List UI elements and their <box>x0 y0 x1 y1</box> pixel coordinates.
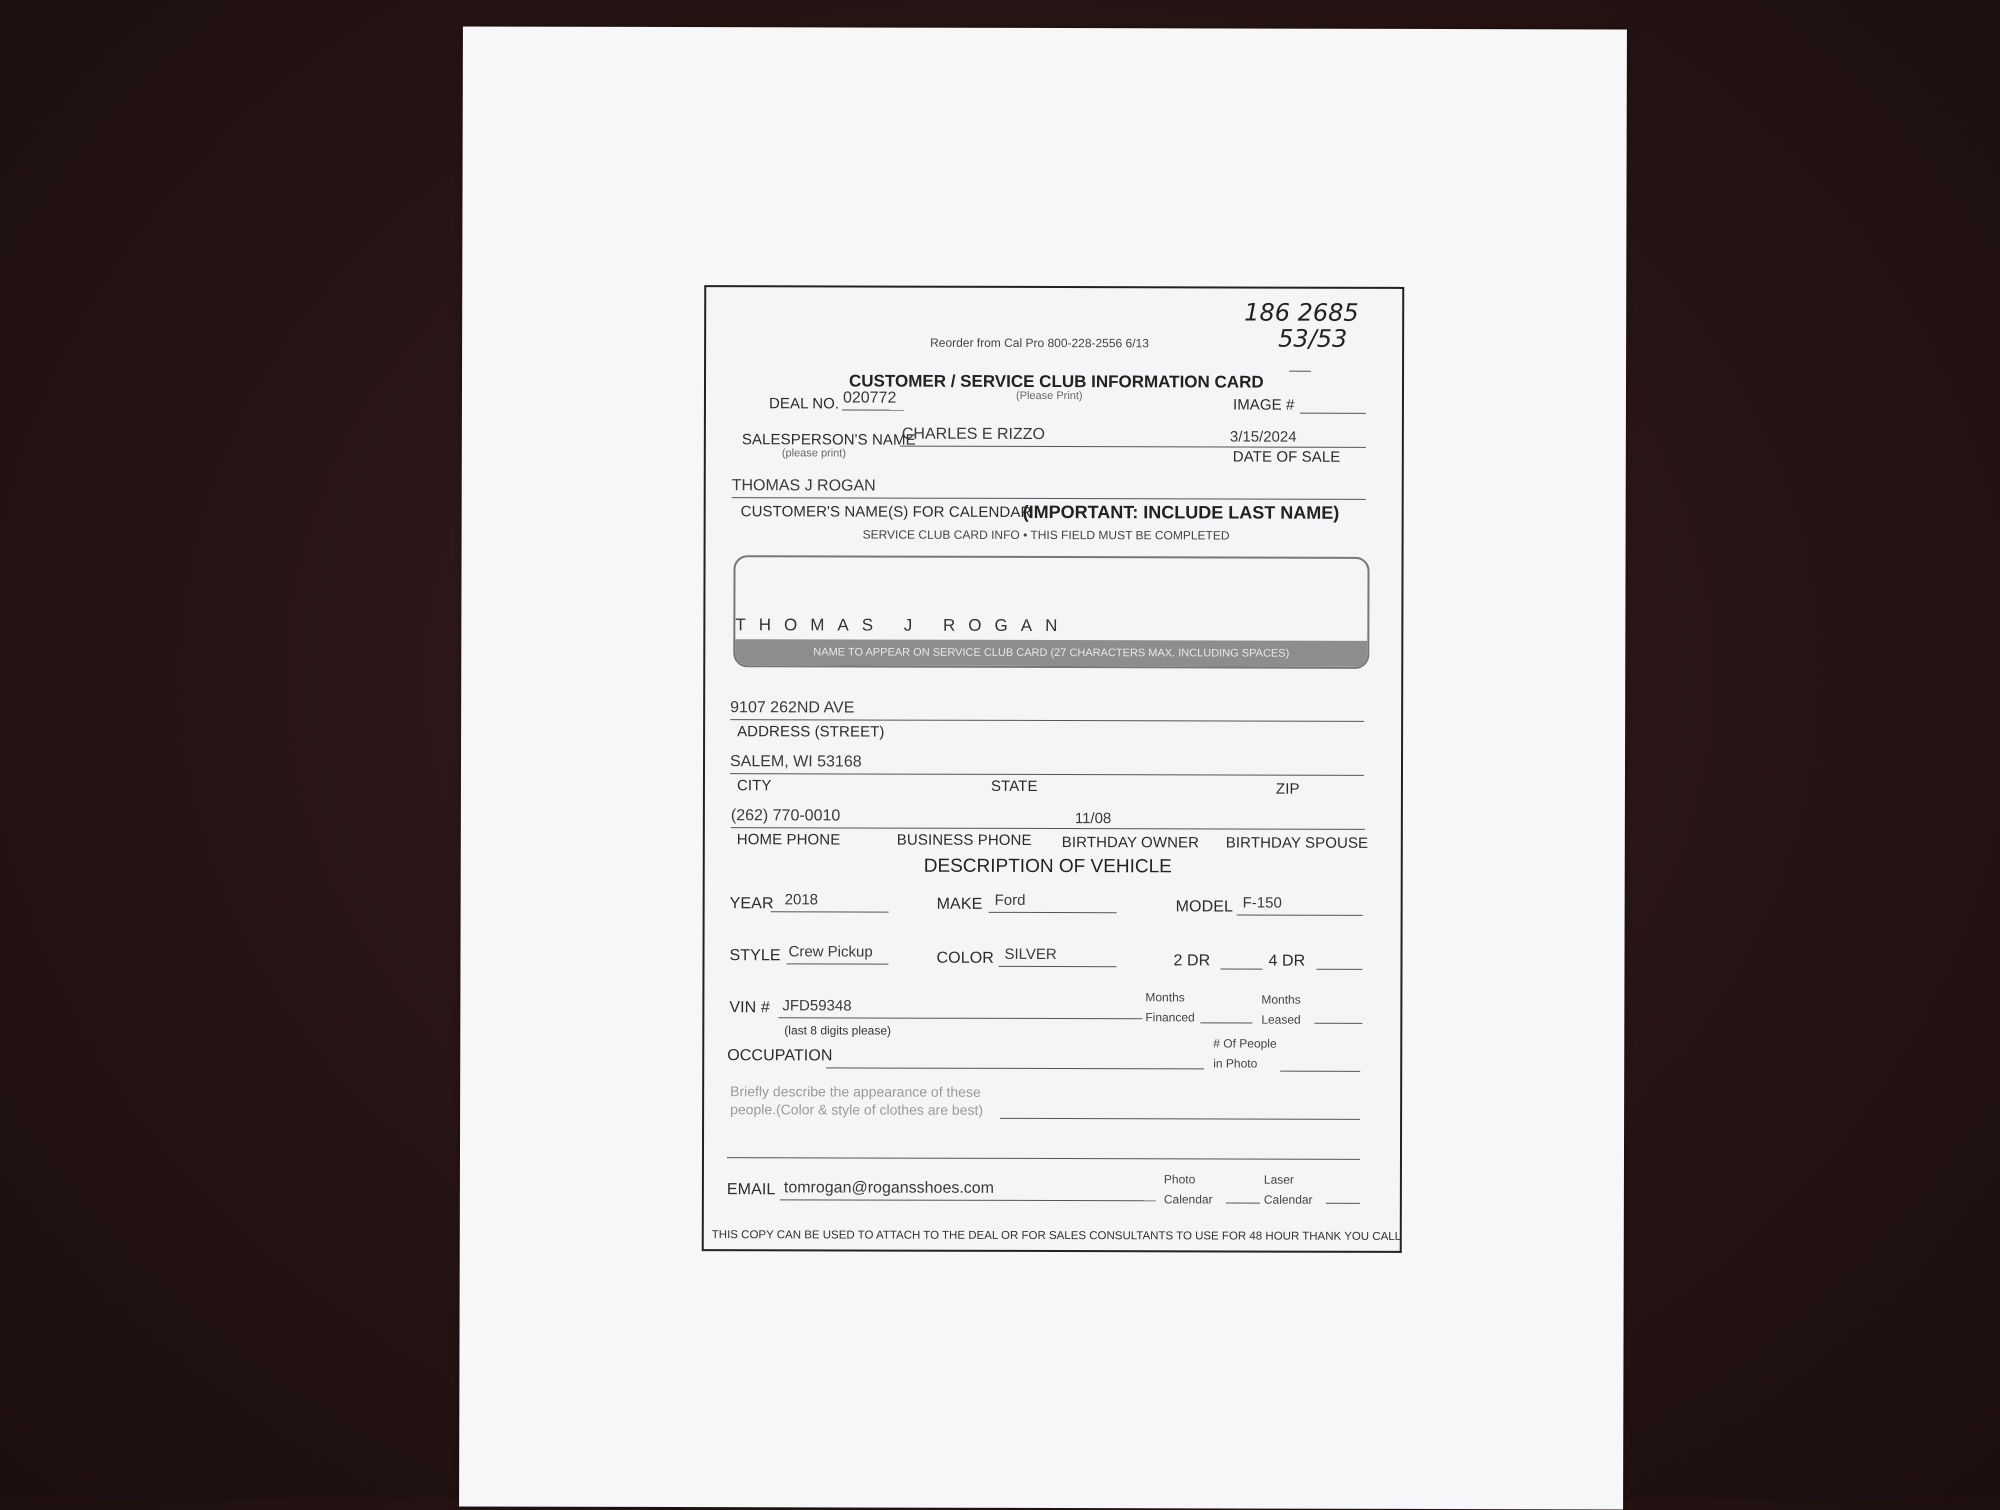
leased-line <box>1314 1023 1362 1024</box>
laser-calendar-bottom: Calendar <box>1263 1192 1313 1207</box>
city-line <box>730 773 1364 776</box>
sale-date-label: DATE OF SALE <box>1232 448 1341 466</box>
year-value[interactable]: 2018 <box>784 891 819 909</box>
address-line <box>730 719 1364 722</box>
email-line <box>780 1199 1156 1201</box>
email-label: EMAIL <box>726 1181 776 1199</box>
months-financed-bottom: Financed <box>1145 1010 1195 1025</box>
paper-sheet <box>459 26 1627 1509</box>
photo-calendar-line <box>1226 1202 1260 1203</box>
state-label: STATE <box>990 777 1038 795</box>
please-print-note: (Please Print) <box>1015 389 1083 403</box>
model-value[interactable]: F-150 <box>1242 894 1282 912</box>
business-phone-label: BUSINESS PHONE <box>896 831 1032 849</box>
occupation-line <box>826 1067 1204 1069</box>
year-label: YEAR <box>729 895 774 913</box>
color-line <box>998 966 1116 967</box>
address-value[interactable]: 9107 262ND AVE <box>730 699 855 717</box>
make-value[interactable]: Ford <box>994 891 1026 909</box>
make-label: MAKE <box>936 895 983 913</box>
style-line <box>786 963 888 964</box>
describe-line-2: people.(Color & style of clothes are best) <box>730 1101 984 1118</box>
describe-line-a <box>1000 1118 1360 1120</box>
style-label: STYLE <box>729 947 781 965</box>
two-door-label: 2 DR <box>1173 952 1211 970</box>
salesperson-line <box>900 446 1366 448</box>
important-note: (IMPORTANT: INCLUDE LAST NAME) <box>1022 501 1340 523</box>
city-value[interactable]: SALEM, WI 53168 <box>729 753 862 771</box>
city-label: CITY <box>736 777 772 795</box>
financed-line <box>1200 1022 1252 1023</box>
salesperson-label: SALESPERSON'S NAME <box>741 431 916 449</box>
customer-name-value[interactable]: THOMAS J ROGAN <box>731 477 876 495</box>
months-financed-top: Months <box>1145 990 1185 1005</box>
salesperson-value[interactable]: CHARLES E RIZZO <box>901 425 1046 444</box>
home-phone-label: HOME PHONE <box>736 831 841 849</box>
four-door-label: 4 DR <box>1268 952 1306 970</box>
handwritten-dash <box>1289 371 1311 372</box>
make-line <box>989 912 1117 913</box>
service-club-name[interactable]: THOMAS J ROGAN <box>735 615 1071 636</box>
laser-calendar-line <box>1326 1203 1360 1204</box>
service-club-header: SERVICE CLUB CARD INFO • THIS FIELD MUST BE COMPLETED <box>862 527 1230 543</box>
color-value[interactable]: SILVER <box>1004 945 1057 964</box>
vin-value[interactable]: JFD59348 <box>782 997 852 1015</box>
describe-line-b <box>727 1157 1360 1160</box>
card-footer: THIS COPY CAN BE USED TO ATTACH TO THE DEAL OR FOR SALES CONSULTANTS TO USE FOR 48 HOUR THANK YOU CALL <box>711 1229 1402 1243</box>
describe-line-1: Briefly describe the appearance of these <box>730 1083 981 1100</box>
salesperson-sublabel: (please print) <box>781 447 847 460</box>
vin-line <box>778 1017 1142 1019</box>
service-club-box <box>733 555 1369 669</box>
image-number-label: IMAGE # <box>1232 396 1295 414</box>
email-value[interactable]: tomrogan@rogansshoes.com <box>783 1179 995 1197</box>
occupation-label: OCCUPATION <box>727 1047 833 1065</box>
months-leased-top: Months <box>1261 992 1301 1007</box>
laser-calendar-top: Laser <box>1263 1172 1294 1187</box>
zip-label: ZIP <box>1275 780 1300 798</box>
deal-no-line <box>842 409 904 410</box>
customer-name-line <box>732 497 1366 500</box>
deal-no-value[interactable]: 020772 <box>842 389 897 407</box>
phones-line <box>731 827 1365 830</box>
image-number-line <box>1300 413 1366 414</box>
photo-calendar-top: Photo <box>1163 1172 1196 1187</box>
two-door-line <box>1220 968 1262 969</box>
card-title: CUSTOMER / SERVICE CLUB INFORMATION CARD <box>848 371 1264 392</box>
birthday-owner-value[interactable]: 11/08 <box>1074 810 1112 828</box>
service-club-footer: NAME TO APPEAR ON SERVICE CLUB CARD (27 CHARACTERS MAX. INCLUDING SPACES) <box>735 639 1367 667</box>
people-in-photo-bottom: in Photo <box>1213 1056 1258 1071</box>
year-line <box>771 911 889 912</box>
handwritten-note-top: 186 2685 <box>1244 298 1359 327</box>
customer-name-label: CUSTOMER'S NAME(S) FOR CALENDAR <box>740 503 1032 521</box>
photo-calendar-bottom: Calendar <box>1163 1192 1213 1207</box>
months-leased-bottom: Leased <box>1261 1012 1301 1027</box>
deal-no-label: DEAL NO. <box>768 395 840 413</box>
vin-note: (last 8 digits please) <box>784 1023 892 1038</box>
birthday-owner-label: BIRTHDAY OWNER <box>1061 834 1200 852</box>
sale-date-value[interactable]: 3/15/2024 <box>1229 428 1297 446</box>
color-label: COLOR <box>936 949 994 967</box>
people-in-photo-top: # Of People <box>1213 1036 1277 1051</box>
vehicle-section-title: DESCRIPTION OF VEHICLE <box>923 855 1172 878</box>
model-line <box>1237 915 1363 916</box>
style-value[interactable]: Crew Pickup <box>788 943 873 961</box>
vin-label: VIN # <box>729 999 770 1017</box>
handwritten-note-bottom: 53/53 <box>1278 324 1348 353</box>
four-door-line <box>1316 969 1362 970</box>
address-label: ADDRESS (STREET) <box>737 723 885 741</box>
information-card <box>702 285 1405 1253</box>
people-in-photo-line <box>1280 1071 1360 1072</box>
model-label: MODEL <box>1175 898 1234 916</box>
birthday-spouse-label: BIRTHDAY SPOUSE <box>1225 834 1369 852</box>
home-phone-value[interactable]: (262) 770-0010 <box>730 807 841 825</box>
reorder-info: Reorder from Cal Pro 800-228-2556 6/13 <box>930 335 1149 351</box>
